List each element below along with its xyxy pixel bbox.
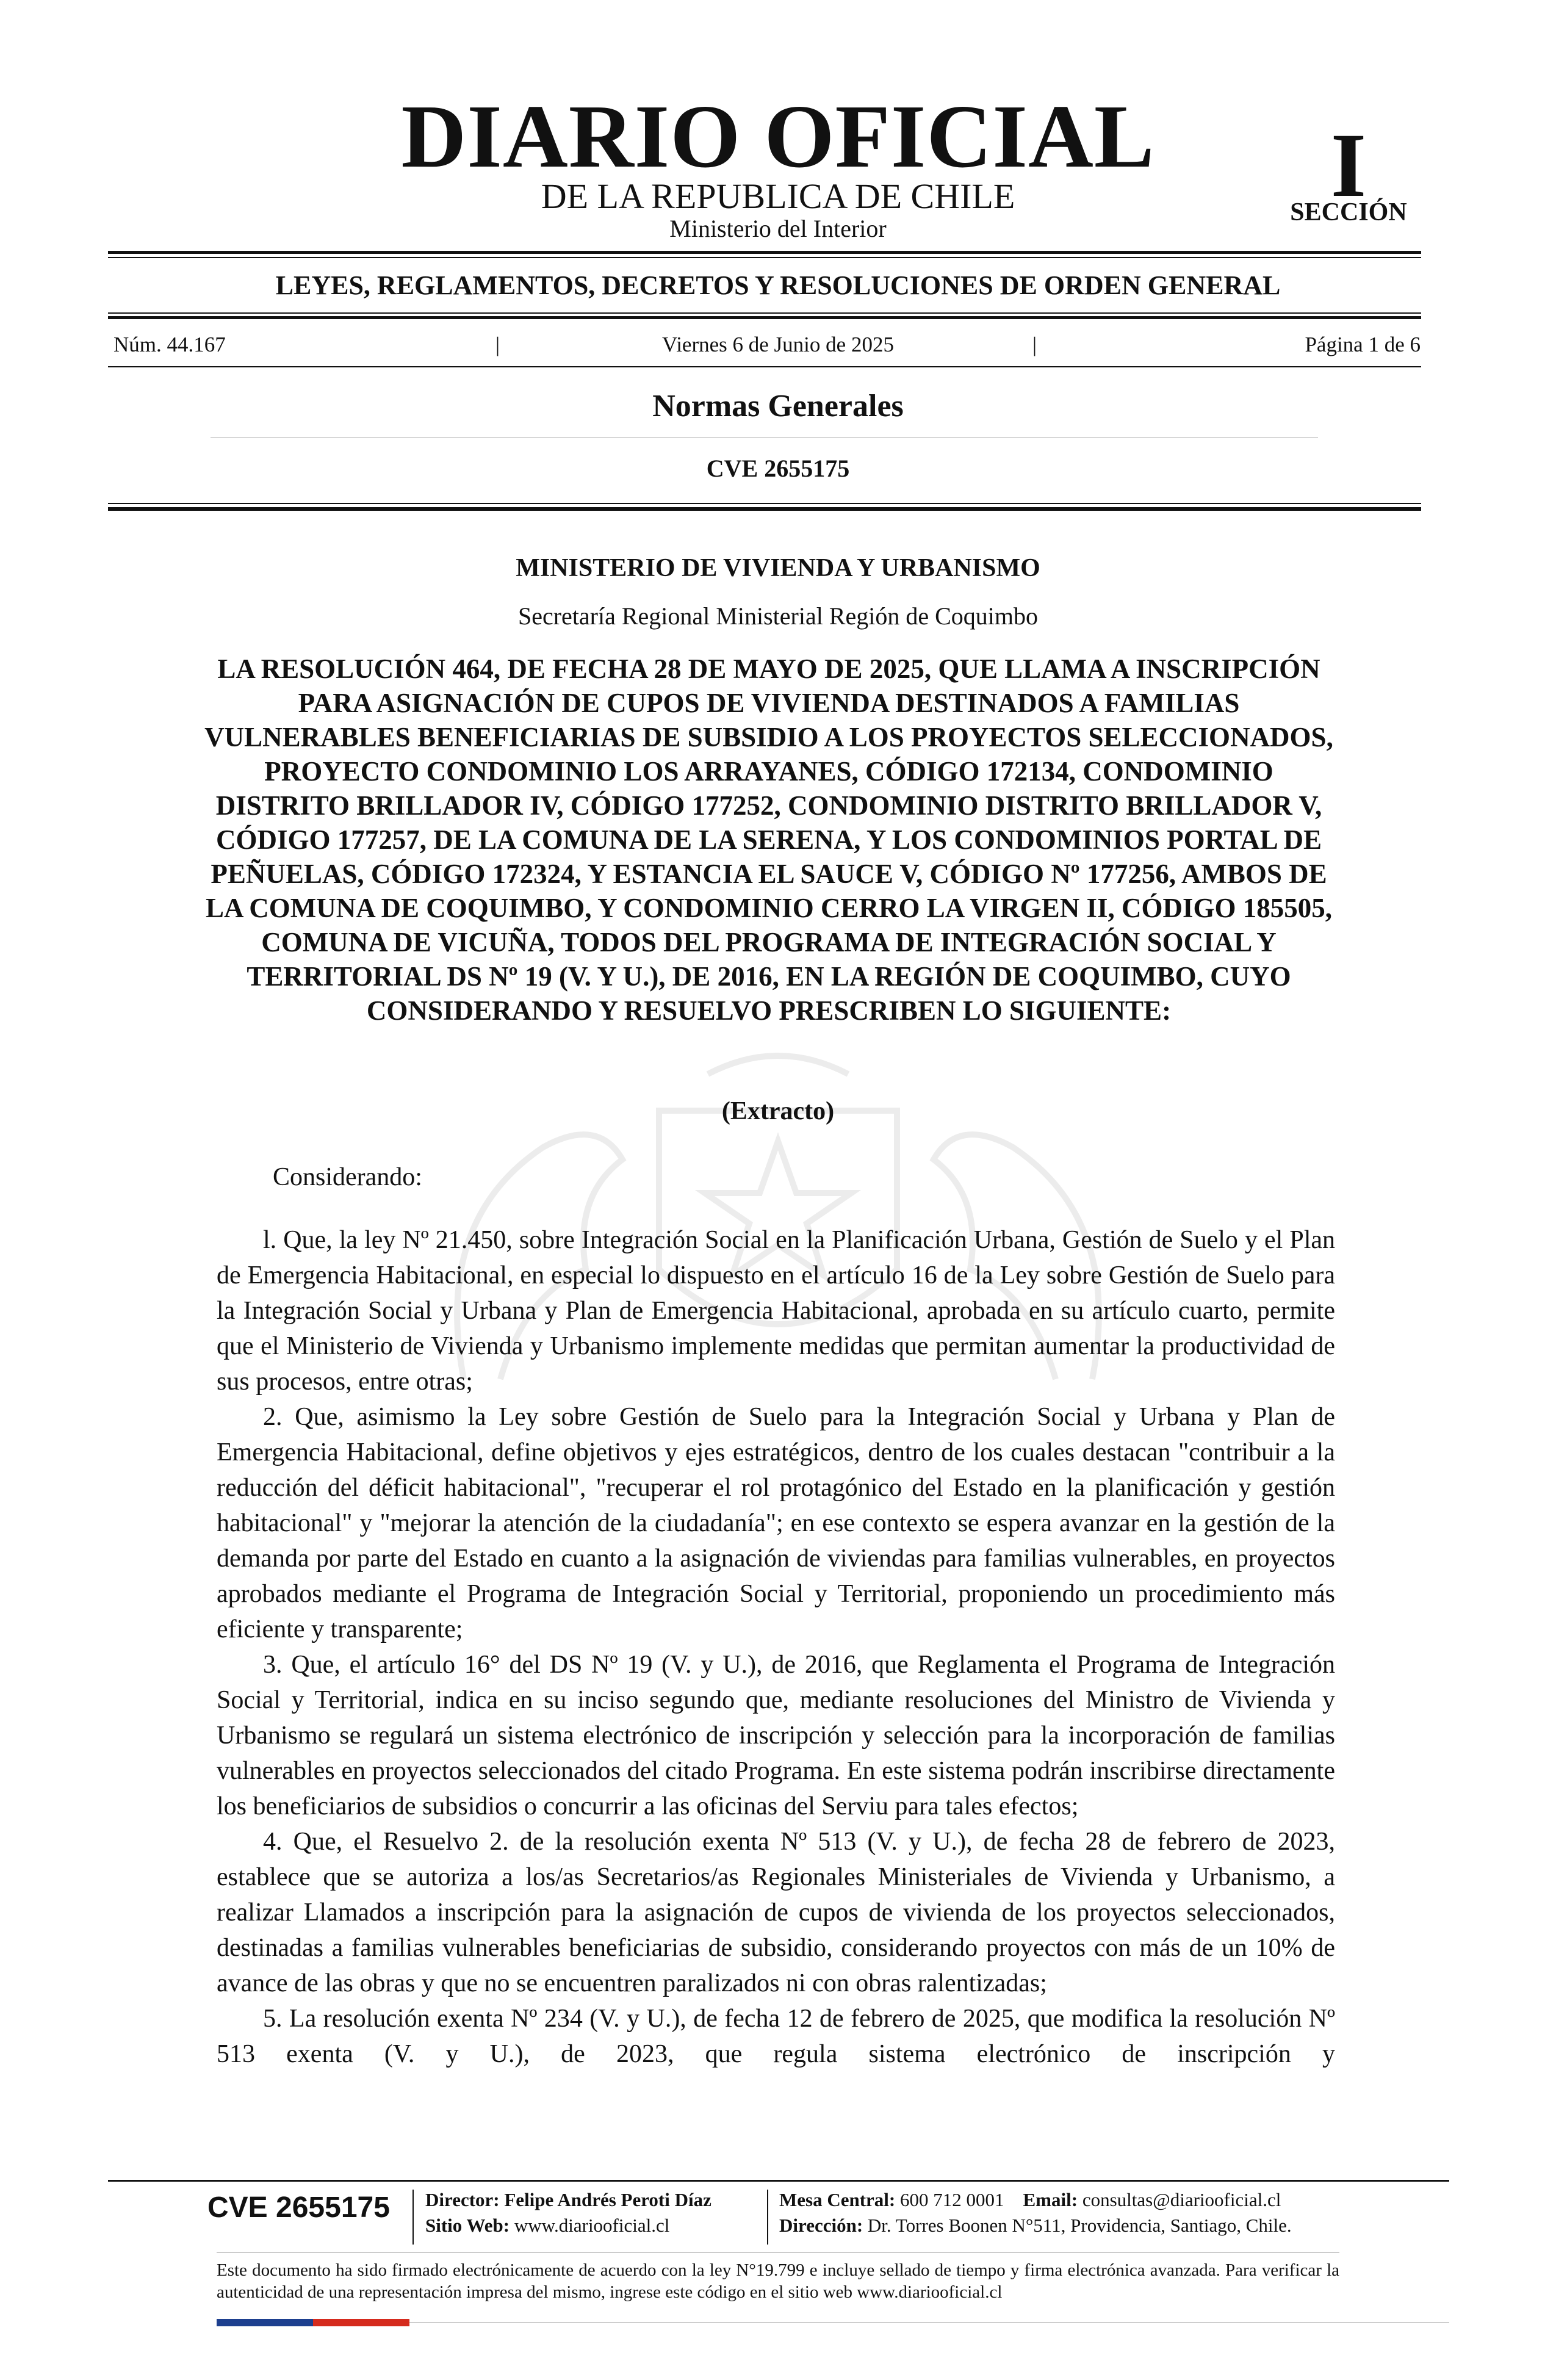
director-name: Felipe Andrés Peroti Díaz bbox=[504, 2189, 711, 2210]
footer-cve: CVE 2655175 bbox=[207, 2191, 390, 2224]
ministry-name: MINISTERIO DE VIVIENDA Y URBANISMO bbox=[516, 554, 1040, 582]
meta-separator: | bbox=[495, 333, 500, 356]
director-label: Director: bbox=[425, 2189, 500, 2210]
meta-separator: | bbox=[1032, 333, 1037, 356]
meta-rule bbox=[108, 366, 1421, 367]
banner: LEYES, REGLAMENTOS, DECRETOS Y RESOLUCIONES DE ORDEN GENERAL bbox=[275, 270, 1281, 300]
masthead-rule-thin bbox=[108, 257, 1421, 258]
issue-date: Viernes 6 de Junio de 2025 bbox=[662, 333, 894, 356]
address-label: Dirección: bbox=[779, 2215, 863, 2236]
footer-divider bbox=[412, 2190, 414, 2245]
email-link[interactable]: consultas@diariooficial.cl bbox=[1082, 2189, 1281, 2210]
footer-contact-block bbox=[779, 2187, 1292, 2238]
section-heading: Normas Generales bbox=[652, 389, 904, 424]
considerando-label: Considerando: bbox=[273, 1163, 422, 1191]
header-rule-bottom-thick bbox=[108, 507, 1421, 511]
paragraph-1: l. Que, la ley Nº 21.450, sobre Integración Social en la Planificación Urbana, Gestión de Suelo y el Plan de Emergencia Habitacional, en especial lo dispuesto en el artículo 16 de la Ley sobre Gestión de Suelo para la Integración Social y Urbana y Plan de Emergencia Habitacional, aprobada en su artículo cuarto, permite que el Ministerio de Vivienda y Urbanismo implemente medidas que permitan aumentar la productividad de sus procesos, entre otras; bbox=[217, 1226, 1335, 1396]
footer-divider bbox=[767, 2190, 768, 2245]
banner-rule-thin bbox=[108, 312, 1421, 314]
issue-number: Núm. 44.167 bbox=[113, 333, 226, 356]
website-link[interactable]: www.diariooficial.cl bbox=[514, 2215, 670, 2236]
paragraph-5: 5. La resolución exenta Nº 234 (V. y U.), de fecha 12 de febrero de 2025, que modifica la resolución Nº 513 exenta (V. y U.), de 2023, que regula sistema electrónico de inscripción y bbox=[217, 2005, 1335, 2068]
address-value: Dr. Torres Boonen N°511, Providencia, Santiago, Chile. bbox=[867, 2215, 1292, 2236]
paragraph-4: 4. Que, el Resuelvo 2. de la resolución exenta Nº 513 (V. y U.), de fecha 28 de febrero de 2023, establece que se autoriza a los/as Secretarios/as Regionales Ministeriales de Vivienda y Urbanismo, a realizar Llamados a inscripción para la asignación de cupos de vivienda de los proyectos seleccionados, destinadas a familias vulnerables beneficiarias de subsidio, considerando proyectos con más de un 10% de avance de las obras y que no se encuentren paralizados ni con obras ralentizadas; bbox=[217, 1828, 1335, 1997]
header-rule-bottom-thin bbox=[108, 503, 1421, 504]
page-indicator: Página 1 de 6 bbox=[1305, 333, 1421, 356]
extract-label: (Extracto) bbox=[721, 1097, 835, 1125]
footer-disclaimer: Este documento ha sido firmado electrónicamente de acuerdo con la ley N°19.799 e incluye sellado de tiempo y firma electrónica avanzada. Para verificar la autenticidad de una representación impresa del mismo, ingrese este código en el sitio web www.diariooficial.cl bbox=[217, 2260, 1339, 2302]
footer-rule-bottom bbox=[409, 2322, 1449, 2323]
body-text bbox=[217, 1222, 1335, 2072]
section-label: SECCIÓN bbox=[1290, 198, 1407, 226]
resolution-title: LA RESOLUCIÓN 464, DE FECHA 28 DE MAYO DE 2025, QUE LLAMA A INSCRIPCIÓN PARA ASIGNACIÓN DE CUPOS DE VIVIENDA DESTINADOS A FAMILIAS VULNERABLES BENEFICIARIAS DE SUBSIDIO A LOS PROYECTOS SELECCIONADOS, PROYECTO CONDOMINIO LOS ARRAYANES, CÓDIGO 172134, CONDOMINIO DISTRITO BRILLADOR IV, CÓDIGO 177252, CONDOMINIO DISTRITO BRILLADOR V, CÓDIGO 177257, DE LA COMUNA DE LA SERENA, Y LOS CONDOMINIOS PORTAL DE PEÑUELAS, CÓDIGO 172324, Y ESTANCIA EL SAUCE V, CÓDIGO Nº 177256, AMBOS DE LA COMUNA DE COQUIMBO, Y CONDOMINIO CERRO LA VIRGEN II, CÓDIGO 185505, COMUNA DE VICUÑA, TODOS DEL PROGRAMA DE INTEGRACIÓN SOCIAL Y TERRITORIAL DS Nº 19 (V. Y U.), DE 2016, EN LA REGIÓN DE COQUIMBO, CUYO CONSIDERANDO Y RESUELVO PRESCRIBEN LO SIGUIENTE: bbox=[204, 654, 1333, 1026]
masthead-title: DIARIO OFICIAL bbox=[401, 87, 1155, 187]
section-numeral: I bbox=[1330, 115, 1367, 216]
flag-stripe-blue bbox=[217, 2319, 313, 2326]
cve-header: CVE 2655175 bbox=[706, 455, 850, 482]
masthead-ministry: Ministerio del Interior bbox=[669, 215, 887, 242]
masthead-rule-top bbox=[108, 251, 1421, 254]
website-label: Sitio Web: bbox=[425, 2215, 510, 2236]
paragraph-3: 3. Que, el artículo 16° del DS Nº 19 (V. y U.), de 2016, que Reglamenta el Programa de Integración Social y Territorial, indica en su inciso segundo que, mediante resoluciones del Ministro de Vivienda y Urbanismo se regulará un sistema electrónico de inscripción y selección para la incorporación de familias vulnerables en proyectos seleccionados del citado Programa. En este sistema podrán inscribirse directamente los beneficiarios de subsidios o concurrir a las oficinas del Serviu para tales efectos; bbox=[217, 1651, 1335, 1820]
paragraph-2: 2. Que, asimismo la Ley sobre Gestión de Suelo para la Integración Social y Urbana y Plan de Emergencia Habitacional, define objetivos y ejes estratégicos, dentro de los cuales destacan "contribuir a la reducción del déficit habitacional", "recuperar el rol protagónico del Estado en la planificación y gestión habitacional" y "mejorar la atención de la ciudadanía"; en ese contexto se espera avanzar en la gestión de la demanda por parte del Estado en cuanto a la asignación de viviendas para familias vulnerables, en proyectos aprobados mediante el Programa de Integración Social y Territorial, proponiendo un procedimiento más eficiente y transparente; bbox=[217, 1403, 1335, 1643]
banner-rule-thick bbox=[108, 316, 1421, 319]
flag-stripe-red bbox=[313, 2319, 409, 2326]
section-heading-underline bbox=[211, 437, 1318, 438]
email-label: Email: bbox=[1023, 2189, 1078, 2210]
masthead-subtitle: DE LA REPUBLICA DE CHILE bbox=[541, 176, 1015, 216]
footer-rule-top bbox=[108, 2180, 1449, 2182]
mesa-value: 600 712 0001 bbox=[900, 2189, 1004, 2210]
mesa-label: Mesa Central: bbox=[779, 2189, 896, 2210]
regional-secretariat: Secretaría Regional Ministerial Región de Coquimbo bbox=[517, 602, 1039, 630]
footer-director-block bbox=[425, 2187, 711, 2238]
